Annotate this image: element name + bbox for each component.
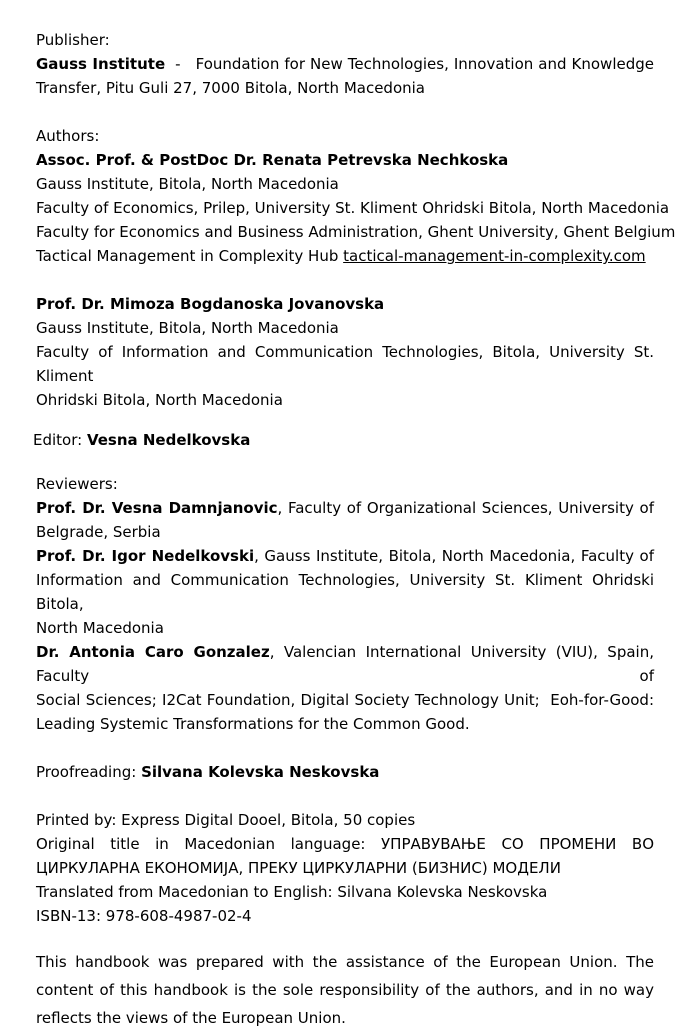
reviewer-3-affiliation: Social Sciences; I2Cat Foundation, Digital Society Technology Unit; Eoh-for-Good:	[36, 691, 654, 709]
editor-name: Vesna Nedelkovska	[86, 431, 251, 449]
author-1-affiliation: Faculty for Economics and Business Administration, Ghent University, Ghent Belgium	[36, 223, 676, 241]
author-1-affiliation: Faculty of Economics, Prilep, University St. Kliment Ohridski Bitola, North Macedonia	[36, 199, 670, 217]
author-2-name: Prof. Dr. Mimoza Bogdanoska Jovanovska	[36, 295, 385, 313]
reviewer-2-affiliation: , Gauss Institute, Bitola, North Macedonia, Faculty of	[254, 547, 654, 565]
author-1-name: Assoc. Prof. & PostDoc Dr. Renata Petrevska Nechkoska	[36, 151, 509, 169]
authors-label: Authors:	[36, 127, 100, 145]
original-title-cont: ЦИРКУЛАРНА ЕКОНОМИЈА, ПРЕКУ ЦИРКУЛАРНИ (БИЗНИС) МОДЕЛИ	[36, 859, 561, 877]
reviewer-3-affiliation: , Valencian International University (VIU), Spain, Faculty of	[36, 643, 654, 685]
publisher-label: Publisher:	[36, 31, 110, 49]
reviewer-1-affiliation: , Faculty of Organizational Sciences, University of	[277, 499, 654, 517]
publisher-line	[36, 52, 654, 76]
reviewers-label: Reviewers:	[36, 475, 118, 493]
reviewer-1-affiliation: Belgrade, Serbia	[36, 523, 161, 541]
translated-by: Translated from Macedonian to English: Silvana Kolevska Neskovska	[36, 883, 548, 901]
reviewer-3-name: Dr. Antonia Caro Gonzalez	[36, 643, 270, 661]
publisher-desc: Foundation for New Technologies, Innovation and Knowledge	[195, 55, 654, 73]
hub-link[interactable]: tactical-management-in-complexity.com	[343, 247, 646, 265]
proofreading-line	[36, 760, 654, 784]
original-title: Original title in Macedonian language: УПРАВУВАЊЕ СО ПРОМЕНИ ВО	[36, 835, 654, 853]
author-1-affiliation: Gauss Institute, Bitola, North Macedonia	[36, 175, 339, 193]
author-2-affiliation: Gauss Institute, Bitola, North Macedonia	[36, 319, 339, 337]
proofreading-name: Silvana Kolevska Neskovska	[141, 763, 380, 781]
editor-label: Editor:	[33, 431, 87, 449]
proofreading-label: Proofreading:	[36, 763, 142, 781]
hub-text: Tactical Management in Complexity Hub	[36, 247, 344, 265]
printed-by: Printed by: Express Digital Dooel, Bitola, 50 copies	[36, 811, 416, 829]
publisher-address: Transfer, Pitu Guli 27, 7000 Bitola, North Macedonia	[36, 79, 425, 97]
editor-line	[33, 428, 654, 452]
imprint-page	[33, 28, 676, 1032]
reviewer-1-name: Prof. Dr. Vesna Damnjanovic	[36, 499, 278, 517]
reviewer-3-affiliation: Leading Systemic Transformations for the Common Good.	[36, 715, 470, 733]
publisher-org: Gauss Institute	[36, 55, 166, 73]
isbn: ISBN-13: 978-608-4987-02-4	[36, 907, 252, 925]
reviewer-2	[36, 544, 654, 568]
reviewer-3	[36, 640, 654, 688]
author-2-affiliation: Ohridski Bitola, North Macedonia	[36, 391, 283, 409]
publisher-sep: -	[165, 55, 191, 73]
eu-disclaimer: This handbook was prepared with the assistance of the European Union. The content of this handbook is the sole responsibility of the authors, and in no way reflects the views of the European Union.	[36, 953, 654, 1027]
author-2-affiliation: Faculty of Information and Communication Technologies, Bitola, University St. Kliment	[36, 343, 654, 385]
reviewer-2-affiliation: Information and Communication Technologies, University St. Kliment Ohridski Bitola,	[36, 571, 654, 613]
author-1-affiliation	[36, 244, 654, 268]
reviewer-1	[36, 496, 654, 520]
reviewer-2-affiliation: North Macedonia	[36, 619, 164, 637]
reviewer-2-name: Prof. Dr. Igor Nedelkovski	[36, 547, 255, 565]
